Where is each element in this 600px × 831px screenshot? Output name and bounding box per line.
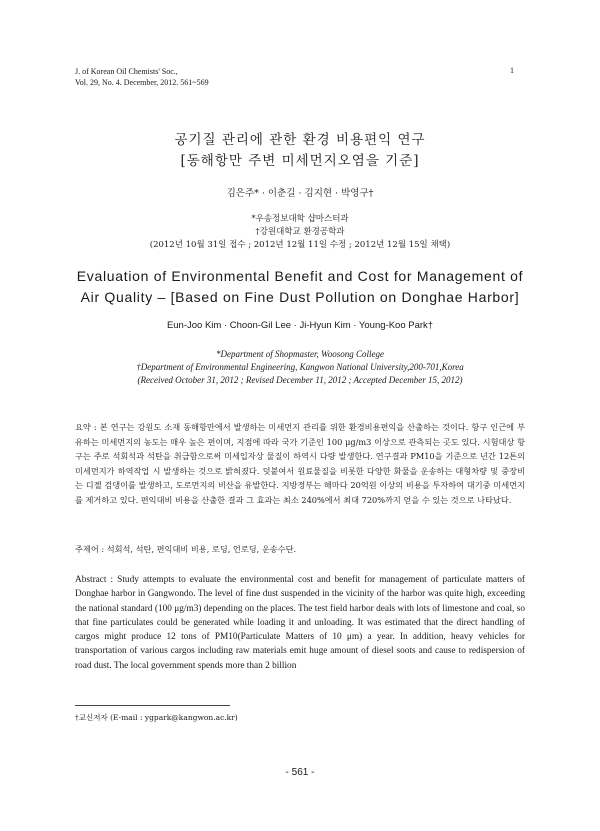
korean-affiliation-1: *우송정보대학 샵마스터과 bbox=[251, 214, 349, 224]
korean-affiliation-2: †강원대학교 환경공학과 bbox=[255, 227, 345, 237]
korean-title bbox=[60, 130, 540, 172]
page-number: 1 bbox=[510, 66, 514, 75]
korean-keywords: 주제어 : 석회석, 석탄, 편익대비 비용, 로딩, 언로딩, 운송수단. bbox=[75, 544, 297, 554]
journal-citation bbox=[75, 66, 209, 88]
english-title-line2: Air Quality – [Based on Fine Dust Pollution on Donghae Harbor] bbox=[80, 289, 520, 305]
journal-volume: Vol. 29, No. 4. December, 2012. 561~569 bbox=[75, 78, 209, 87]
english-affiliation-2: †Department of Environmental Engineering, Kangwon National University,200-701,Korea bbox=[136, 362, 464, 372]
english-abstract: Abstract : Study attempts to evaluate the environmental cost and benefit for management of particulate matters of Donghae harbor in Gangwondo. The level of fine dust suspended in the vicinity of the harbor was quite high, exceeding the national standard (100 μg/m3) depending on the places. The test field harbor deals with lots of limestone and coal, so that fine particulates could be generated while loading it and unloading. It was estimated that the direct handling of cargos might produce 12 tons of PM10(Particulate Matters of 10 μm) a year. In addition, heavy vehicles for transportation of various cargos including raw materials emit huge amount of diesel soots and cause to redispersion of road dust. The local government spends more than 2 billion bbox=[75, 575, 525, 671]
english-authors: Eun-Joo Kim · Choon-Gil Lee · Ji-Hyun Kim · Young-Koo Park† bbox=[166, 320, 434, 331]
korean-title-line2: [동해항만 주변 미세먼지오염을 기준] bbox=[180, 153, 420, 169]
english-title-line1: Evaluation of Environmental Benefit and Cost for Management of bbox=[76, 268, 524, 284]
english-dates: (Received October 31, 2012 ; Revised December 11, 2012 ; Accepted December 15, 2012) bbox=[137, 375, 463, 385]
journal-name: J. of Korean Oil Chemists' Soc., bbox=[75, 67, 178, 76]
korean-authors: 김은주* · 이춘길 · 김지현 · 박영구† bbox=[226, 188, 374, 199]
footnote-divider bbox=[75, 705, 230, 706]
page-footer-number: - 561 - bbox=[285, 767, 315, 778]
english-affiliations bbox=[60, 348, 540, 387]
korean-abstract: 요약 : 본 연구는 강원도 소재 동해항만에서 발생하는 미세먼지 관리를 위한 환경비용편익을 산출하는 것이다. 항구 인근에 부유하는 미세먼지의 농도는 매우 높은 편이며, 지점에 따라 국가 기준인 100 μg/m3 이상으로 관측되는 곳도 있다. 시험대상 항구는 주로 석회석과 석탄을 취급함으로써 미세입자상 물질이 하역시 다량 발생한다. 연구결과 PM10을 기준으로 년간 12톤의 미세먼지가 하역작업 시 발생하는 것으로 밝혀졌다. 덧붙여서 원료물질을 비롯한 다양한 화물을 운송하는 대형차량 및 중장비는 디젤 검댕이를 발생하고, 도로먼지의 비산을 유발한다. 지방정부는 해마다 20억원 이상의 비용을 투자하여 대기중 미세먼지를 제거하고 있다. 편익대비 비용을 산출한 결과 그 효과는 최소 240%에서 최대 720%까지 얻을 수 있는 것으로 나타났다. bbox=[75, 422, 525, 505]
korean-dates: (2012년 10월 31일 접수 ; 2012년 12월 11일 수정 ; 2012년 12월 15일 채택) bbox=[149, 240, 451, 250]
korean-affiliations bbox=[60, 213, 540, 252]
corresponding-author-footnote: †교신저자 (E-mail : ygpark@kangwon.ac.kr) bbox=[75, 713, 238, 722]
korean-title-line1: 공기질 관리에 관한 환경 비용편익 연구 bbox=[174, 132, 426, 148]
english-title bbox=[60, 266, 540, 308]
english-affiliation-1: *Department of Shopmaster, Woosong College bbox=[216, 349, 384, 359]
